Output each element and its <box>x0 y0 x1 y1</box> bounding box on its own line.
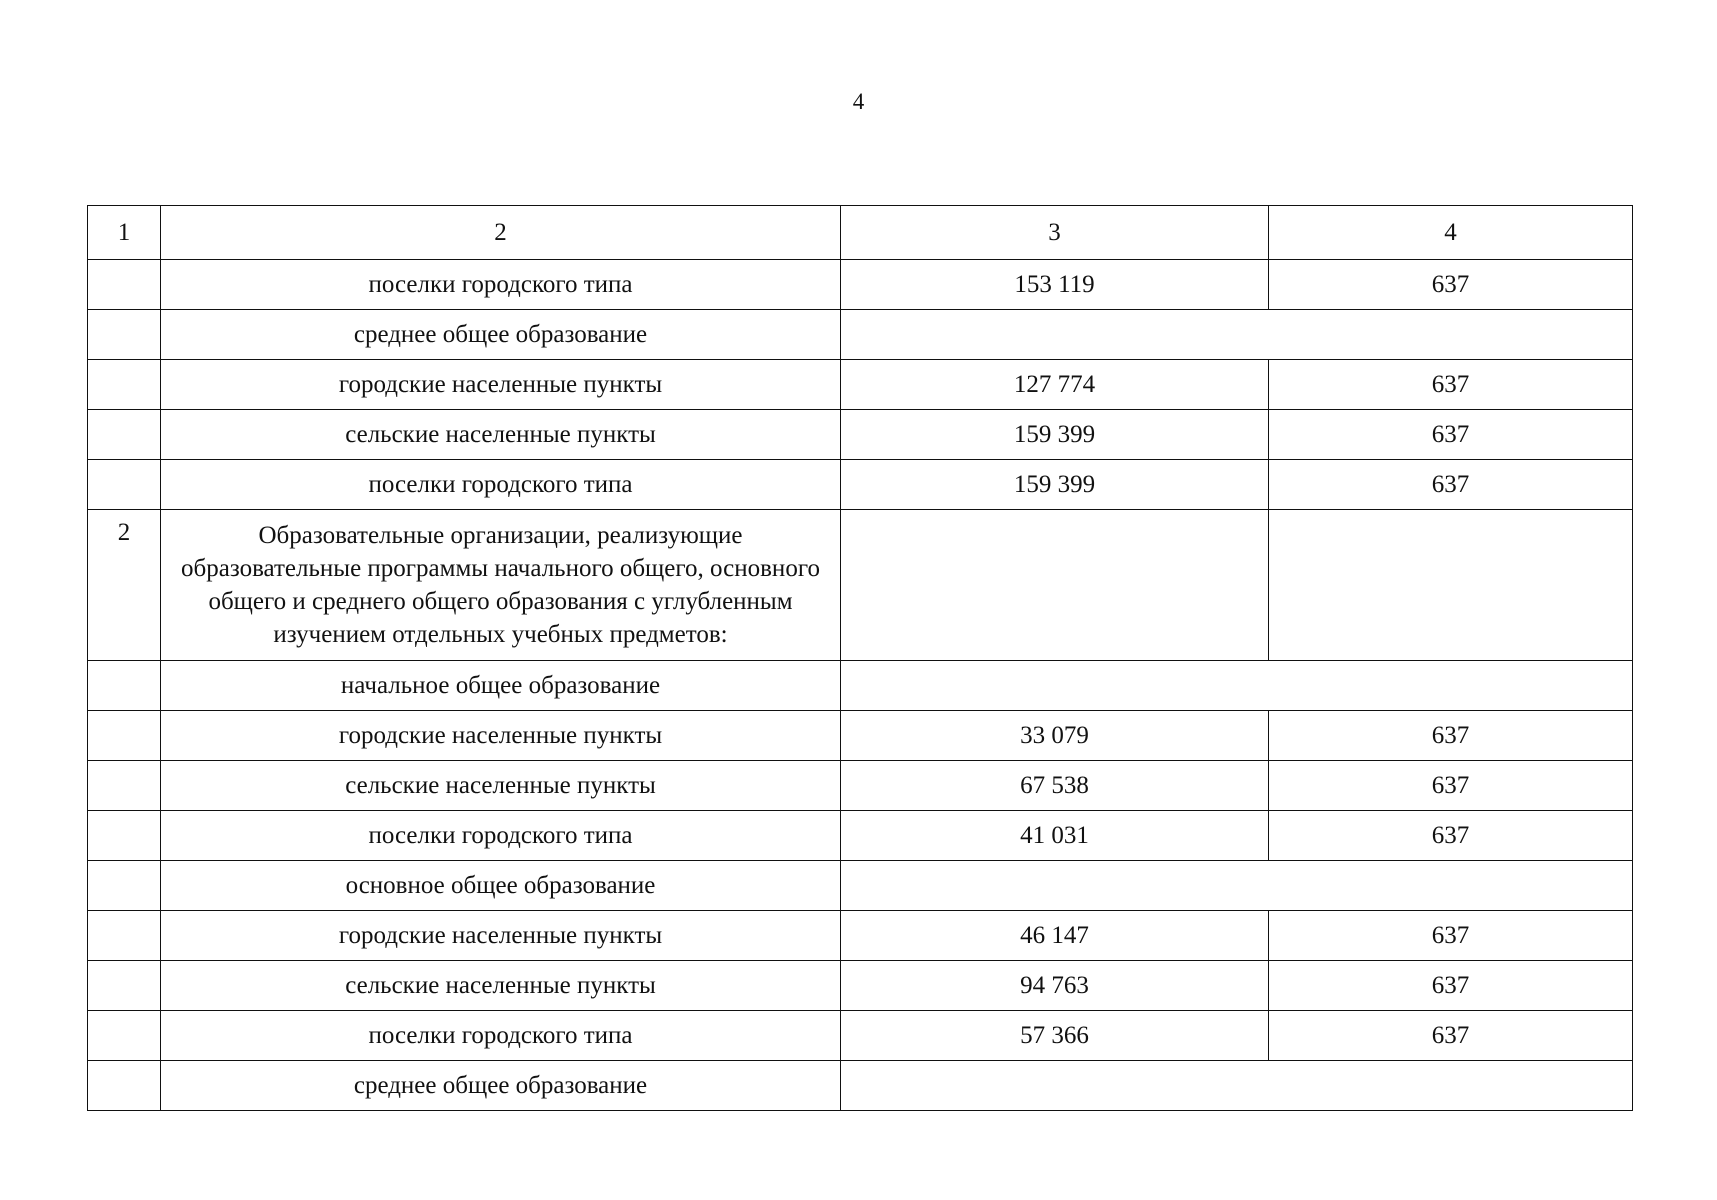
row-number <box>88 360 161 410</box>
table-header-row <box>88 206 1633 260</box>
row-number <box>88 911 161 961</box>
row-name: основное общее образование <box>161 861 841 911</box>
row-number <box>88 711 161 761</box>
row-name: городские населенные пункты <box>161 911 841 961</box>
row-coefficient: 637 <box>1269 761 1633 811</box>
row-coefficient: 637 <box>1269 811 1633 861</box>
table-row <box>88 911 1633 961</box>
row-name: поселки городского типа <box>161 1011 841 1061</box>
row-empty-merged <box>841 310 1633 360</box>
row-number <box>88 460 161 510</box>
table-row <box>88 861 1633 911</box>
row-coefficient: 637 <box>1269 711 1633 761</box>
table-row <box>88 310 1633 360</box>
row-name: городские населенные пункты <box>161 360 841 410</box>
row-empty-merged <box>841 861 1633 911</box>
row-name: начальное общее образование <box>161 661 841 711</box>
row-coefficient: 637 <box>1269 360 1633 410</box>
row-empty-merged <box>841 661 1633 711</box>
table-row <box>88 1011 1633 1061</box>
table-row-section <box>88 510 1633 661</box>
row-number <box>88 861 161 911</box>
row-value <box>841 510 1269 661</box>
table-row <box>88 1061 1633 1111</box>
row-value: 94 763 <box>841 961 1269 1011</box>
row-coefficient: 637 <box>1269 410 1633 460</box>
row-value: 33 079 <box>841 711 1269 761</box>
row-name: городские населенные пункты <box>161 711 841 761</box>
row-name: поселки городского типа <box>161 260 841 310</box>
row-name: поселки городского типа <box>161 460 841 510</box>
row-number <box>88 1011 161 1061</box>
table-row <box>88 761 1633 811</box>
row-name: сельские населенные пункты <box>161 961 841 1011</box>
table-row <box>88 410 1633 460</box>
table-row <box>88 711 1633 761</box>
page-number: 4 <box>852 89 865 114</box>
table-row <box>88 260 1633 310</box>
row-value: 159 399 <box>841 460 1269 510</box>
row-value: 153 119 <box>841 260 1269 310</box>
row-number <box>88 661 161 711</box>
row-value: 46 147 <box>841 911 1269 961</box>
row-coefficient: 637 <box>1269 1011 1633 1061</box>
table-row <box>88 360 1633 410</box>
row-number: 2 <box>88 510 161 661</box>
row-name: сельские населенные пункты <box>161 761 841 811</box>
row-name: сельские населенные пункты <box>161 410 841 460</box>
row-number <box>88 811 161 861</box>
row-number <box>88 410 161 460</box>
row-empty-merged <box>841 1061 1633 1111</box>
row-value: 159 399 <box>841 410 1269 460</box>
row-coefficient: 637 <box>1269 961 1633 1011</box>
row-coefficient: 637 <box>1269 260 1633 310</box>
row-value: 67 538 <box>841 761 1269 811</box>
row-coefficient <box>1269 510 1633 661</box>
row-name: Образовательные организации, реализующие образовательные программы начального общего, основного общего и среднего общего образования с углубленным изучением отдельных учебных предметов: <box>161 510 841 661</box>
row-value: 41 031 <box>841 811 1269 861</box>
row-name: среднее общее образование <box>161 1061 841 1111</box>
table-row <box>88 811 1633 861</box>
row-number <box>88 310 161 360</box>
table-row <box>88 460 1633 510</box>
row-name: поселки городского типа <box>161 811 841 861</box>
row-number <box>88 961 161 1011</box>
row-value: 57 366 <box>841 1011 1269 1061</box>
header-col-3: 3 <box>841 206 1269 260</box>
row-name: среднее общее образование <box>161 310 841 360</box>
row-coefficient: 637 <box>1269 460 1633 510</box>
row-number <box>88 1061 161 1111</box>
row-coefficient: 637 <box>1269 911 1633 961</box>
header-col-1: 1 <box>88 206 161 260</box>
row-number <box>88 260 161 310</box>
row-value: 127 774 <box>841 360 1269 410</box>
table-row <box>88 961 1633 1011</box>
row-number <box>88 761 161 811</box>
allocation-table <box>87 205 1633 1111</box>
table-row <box>88 661 1633 711</box>
header-col-4: 4 <box>1269 206 1633 260</box>
header-col-2: 2 <box>161 206 841 260</box>
